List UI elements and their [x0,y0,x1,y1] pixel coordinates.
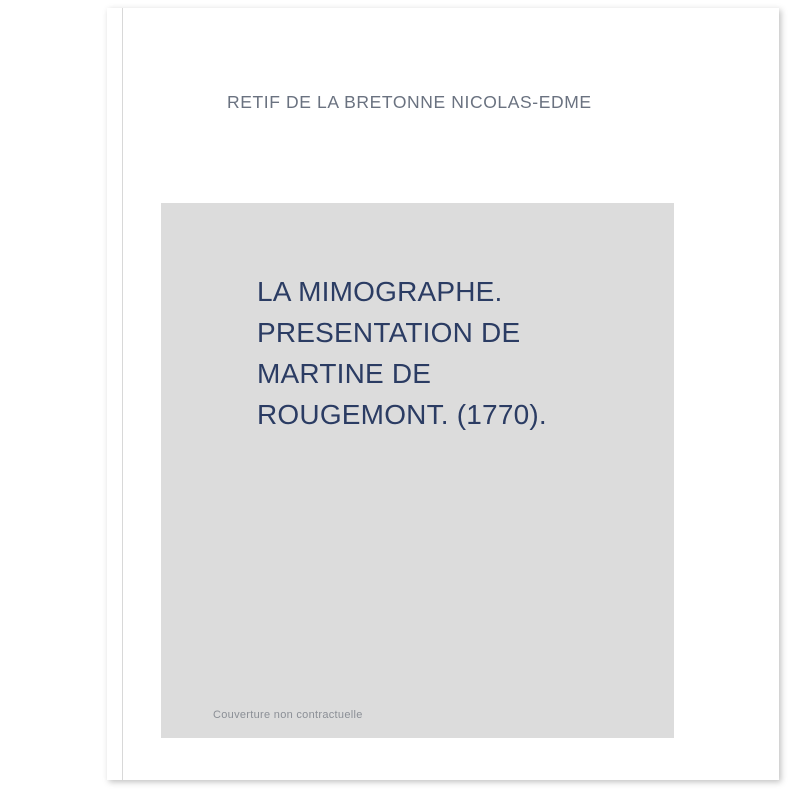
author-name: RETIF DE LA BRETONNE NICOLAS-EDME [227,92,592,112]
book-title-line-3: MARTINE DE [257,358,432,389]
book-spine [107,8,123,780]
book-title-line-4: ROUGEMONT. (1770). [257,399,547,430]
book-cover [107,8,779,780]
cover-front [123,8,779,780]
cover-disclaimer: Couverture non contractuelle [213,709,363,721]
book-title-line-1: LA MIMOGRAPHE. [257,276,503,307]
title-panel [161,203,674,738]
book-title-line-2: PRESENTATION DE [257,317,521,348]
book-title [257,271,657,435]
